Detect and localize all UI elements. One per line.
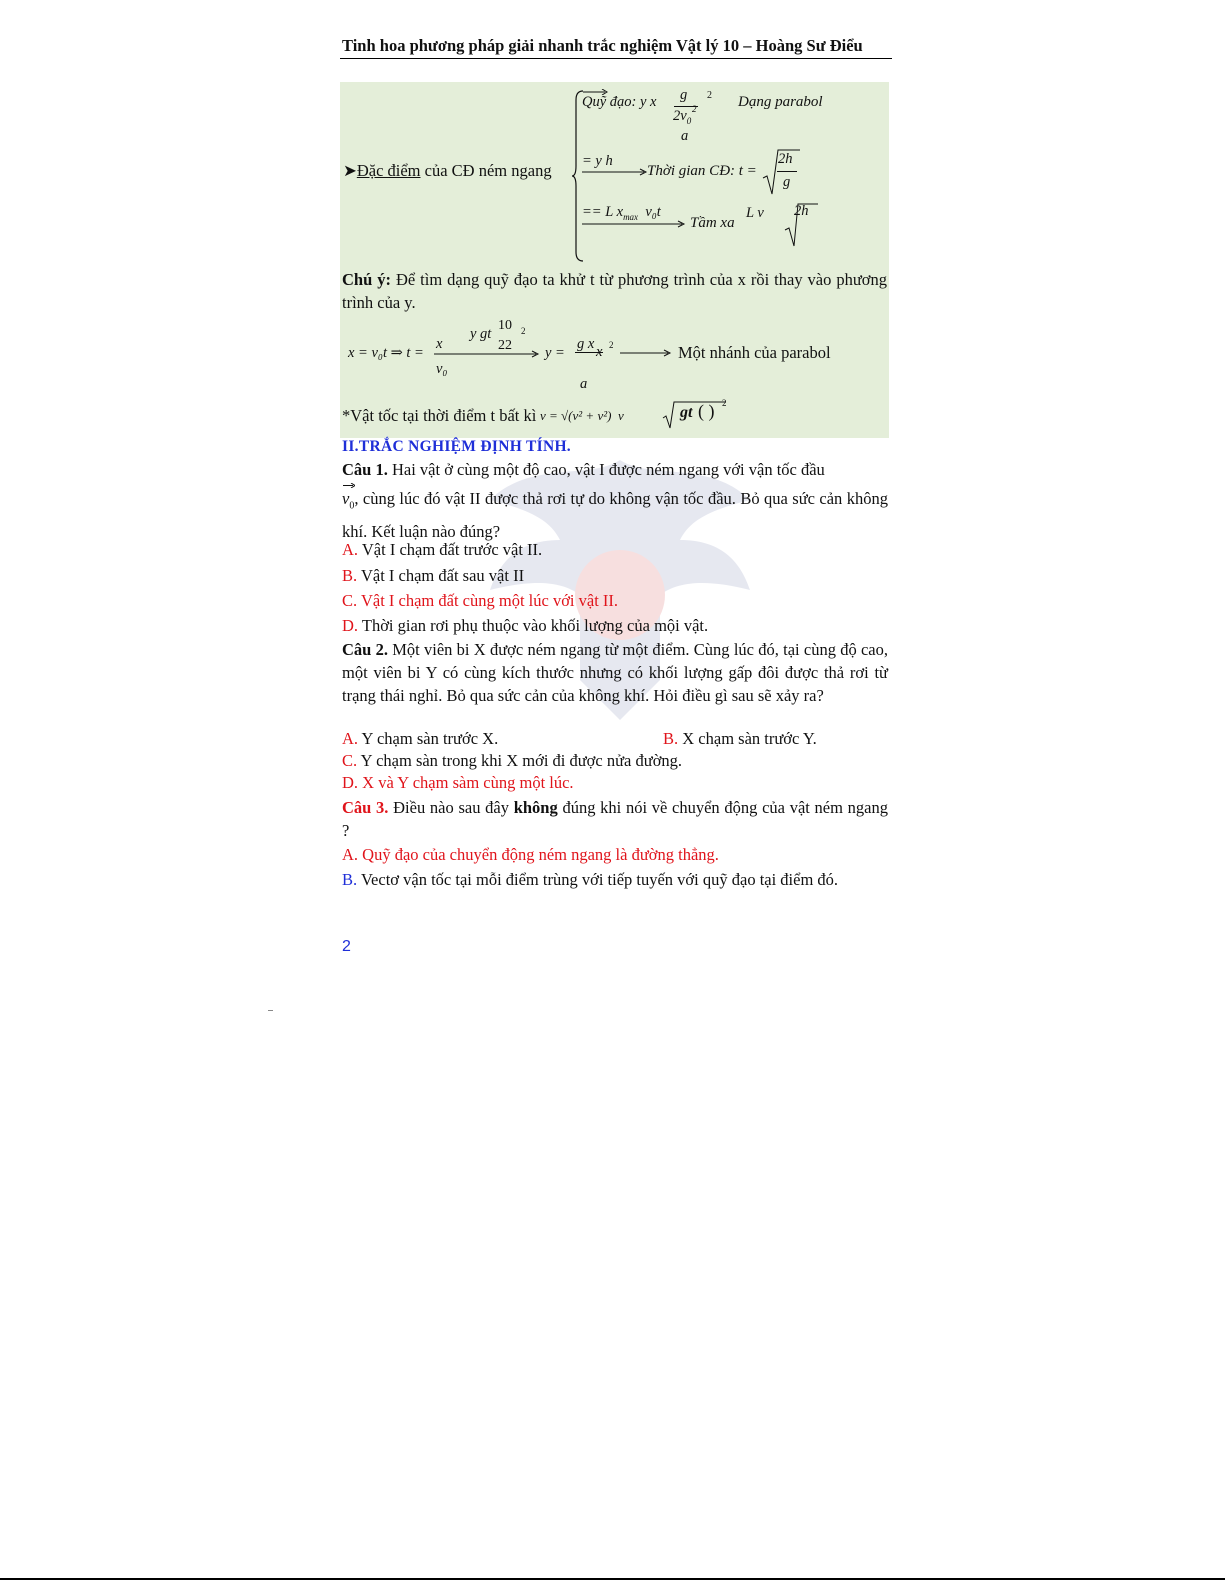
question-3-text-b: đúng khi nói về chuyển động của vật ném ngang ? bbox=[342, 798, 888, 840]
q1-option-c[interactable] bbox=[342, 591, 618, 611]
summary-row2-eq: = y h bbox=[582, 153, 613, 169]
velocity-part-c: ²) bbox=[603, 408, 612, 423]
q2-option-a[interactable] bbox=[342, 729, 498, 749]
velocity-part-b: ² + v bbox=[578, 408, 604, 423]
derivation-right-exp: 2 bbox=[609, 340, 614, 350]
question-2-label: Câu 2. bbox=[342, 640, 388, 659]
option-text: Y chạm sàn trong khi X mới đi được nửa đường. bbox=[357, 751, 683, 770]
derivation-frac-den: v₀ bbox=[436, 361, 448, 377]
option-letter: A. bbox=[342, 729, 359, 748]
option-letter: A. bbox=[342, 540, 359, 559]
derivation-right: y = bbox=[545, 345, 565, 361]
q2-option-b[interactable] bbox=[663, 729, 817, 749]
derivation-right-x: x bbox=[596, 344, 603, 360]
derivation-over-eq: y gt bbox=[470, 326, 492, 342]
q1-option-d[interactable] bbox=[342, 616, 708, 636]
option-letter: B. bbox=[663, 729, 679, 748]
summary-label bbox=[343, 161, 552, 181]
question-3-label: Câu 3. bbox=[342, 798, 389, 817]
summary-row1-frac-num: g bbox=[680, 87, 688, 103]
summary-row3-formula: L v bbox=[746, 205, 764, 221]
option-text: Vật I chạm đất cùng một lúc với vật II. bbox=[357, 591, 619, 610]
question-1-text-1: Hai vật ở cùng một độ cao, vật I được ném ngang với vận tốc đầu bbox=[387, 460, 825, 479]
frac-den-base: 2v bbox=[673, 108, 687, 124]
option-letter: B. bbox=[342, 566, 358, 585]
option-text: Thời gian rơi phụ thuộc vào khối lượng của mội vật. bbox=[358, 616, 709, 635]
vector-v-letter: v bbox=[342, 489, 350, 508]
section-title: II.TRẮC NGHIỆM ĐỊNH TÍNH. bbox=[342, 438, 571, 455]
option-text: X và Y chạm sàm cùng một lúc. bbox=[358, 773, 574, 792]
row3-eq-text: == L x bbox=[582, 204, 624, 220]
option-text: Vật I chạm đất sau vật II bbox=[357, 566, 525, 585]
summary-row1-frac-den-sup: 2 bbox=[692, 104, 697, 114]
curly-brace-icon bbox=[572, 90, 582, 260]
page-number: 2 bbox=[342, 938, 351, 955]
derivation-right-frac: g x bbox=[577, 336, 595, 352]
summary-row2-sqrt-den: g bbox=[783, 174, 791, 190]
note-label: Chú ý: bbox=[342, 270, 391, 289]
vector-arrow-icon bbox=[343, 483, 355, 488]
question-3-text bbox=[342, 796, 888, 842]
summary-row1-a: a bbox=[681, 128, 689, 144]
summary-row1-frac-den bbox=[673, 108, 691, 126]
question-1-text-cont bbox=[342, 486, 888, 545]
note-text: Để tìm dạng quỹ đạo ta khử t từ phương trình của x rồi thay vào phương trình của y. bbox=[342, 270, 887, 312]
question-2-body: Một viên bi X được ném ngang từ một điểm. Cùng lúc đó, tại cùng độ cao, một viên bi Y có cùng kích thước nhưng có khối lượng gấp đôi được thả rơi từ trạng thái nghỉ. Bỏ qua sức cản của không khí. Hỏi điều gì sau sẽ xảy ra? bbox=[342, 640, 889, 705]
question-3-text-bold: không bbox=[513, 798, 558, 817]
summary-row1-exp: 2 bbox=[707, 90, 712, 101]
note-paragraph bbox=[342, 268, 887, 314]
summary-row2-sqrt-num: 2h bbox=[778, 151, 793, 167]
frac-den-sub: 0 bbox=[686, 115, 692, 126]
question-1-label: Câu 1. bbox=[342, 460, 388, 479]
summary-row2-result: Thời gian CĐ: t = bbox=[647, 163, 757, 179]
velocity-exp: 2 bbox=[722, 398, 727, 408]
vector-v0 bbox=[342, 486, 354, 519]
option-text: Vật I chạm đất trước vật II. bbox=[358, 540, 543, 559]
option-text: Vectơ vận tốc tại mỗi điểm trùng với tiếp tuyến với quỹ đạo tại điểm đó. bbox=[357, 870, 839, 889]
row3-sub: max bbox=[623, 211, 639, 222]
velocity-label: *Vật tốc tại thời điểm t bất kì bbox=[342, 406, 537, 425]
derivation-over-num: 10 bbox=[498, 318, 512, 333]
vector-arrow-icon bbox=[582, 89, 608, 95]
option-letter: C. bbox=[342, 591, 358, 610]
fraction-bar bbox=[777, 171, 797, 172]
derivation-frac-num: x bbox=[436, 336, 443, 352]
option-letter: B. bbox=[342, 870, 358, 889]
velocity-formula bbox=[540, 408, 624, 424]
q1-option-a[interactable] bbox=[342, 540, 542, 560]
option-letter: D. bbox=[342, 773, 359, 792]
q2-option-c[interactable] bbox=[342, 751, 682, 771]
stray-mark bbox=[268, 1010, 273, 1011]
page-header-title: Tinh hoa phương pháp giải nhanh trắc nghiệm Vật lý 10 – Hoàng Sư Điểu bbox=[342, 36, 863, 55]
option-letter: A. bbox=[342, 845, 359, 864]
option-text: X chạm sàn trước Y. bbox=[678, 729, 817, 748]
summary-label-underlined: Đặc điểm bbox=[356, 161, 421, 180]
summary-row3-sqrt-val: 2h bbox=[794, 203, 809, 219]
right-arrow-icon bbox=[582, 168, 648, 176]
velocity-part-d: v bbox=[617, 408, 624, 423]
q2-option-d[interactable] bbox=[342, 773, 574, 793]
summary-label-rest: của CĐ ném ngang bbox=[420, 161, 552, 180]
option-letter: C. bbox=[342, 751, 358, 770]
row3-tail: v₀t bbox=[645, 204, 661, 220]
right-arrow-icon bbox=[434, 350, 540, 358]
q3-option-a[interactable] bbox=[342, 845, 719, 865]
option-text: Y chạm sàn trước X. bbox=[358, 729, 499, 748]
q3-option-b[interactable] bbox=[342, 870, 838, 890]
header-rule bbox=[340, 58, 892, 59]
summary-row3-result: Tầm xa bbox=[690, 215, 735, 231]
vector-sub: 0 bbox=[349, 500, 355, 512]
summary-box bbox=[340, 82, 889, 438]
question-1-text-2: , cùng lúc đó vật II được thả rơi tự do không vận tốc đầu. Bỏ qua sức cản không khí. Kết luận nào đúng? bbox=[342, 489, 888, 542]
derivation-over-exp: 2 bbox=[521, 326, 526, 336]
question-3-text-a: Điều nào sau đây bbox=[388, 798, 514, 817]
footer-rule bbox=[0, 1578, 1225, 1580]
velocity-gt: gt bbox=[680, 404, 693, 421]
summary-row1-result: Dạng parabol bbox=[738, 94, 823, 110]
velocity-parens: ( ) bbox=[698, 401, 715, 421]
derivation-left: x = v₀t ⇒ t = bbox=[348, 345, 424, 361]
option-letter: D. bbox=[342, 616, 359, 635]
option-text: Quỹ đạo của chuyển động ném ngang là đường thẳng. bbox=[358, 845, 719, 864]
summary-row1-text: Quỹ đạo: y x bbox=[582, 94, 657, 110]
bullet-arrow-icon: ➤ bbox=[343, 161, 357, 180]
derivation-over-den: 22 bbox=[498, 338, 512, 353]
square-root-icon bbox=[662, 400, 728, 430]
derivation-result: Một nhánh của parabol bbox=[678, 343, 831, 362]
question-2-text bbox=[342, 638, 888, 707]
velocity-part-a: v = √(v bbox=[540, 408, 579, 423]
right-arrow-icon bbox=[582, 220, 686, 228]
derivation-a: a bbox=[580, 376, 588, 392]
q1-option-b[interactable] bbox=[342, 566, 524, 586]
right-arrow-icon bbox=[620, 349, 672, 357]
question-1-text bbox=[342, 458, 888, 481]
